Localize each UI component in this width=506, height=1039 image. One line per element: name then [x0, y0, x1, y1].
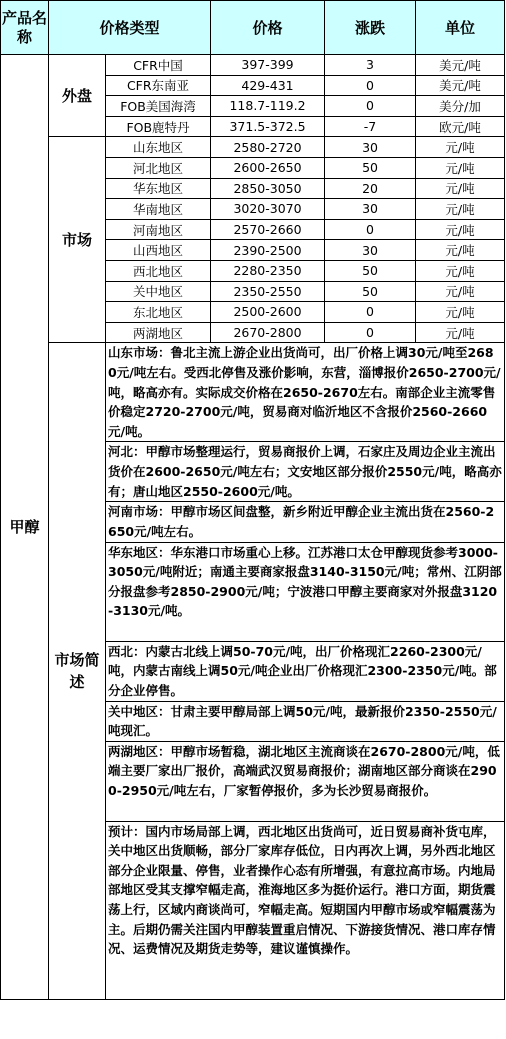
- product-name: 甲醇: [1, 55, 49, 1000]
- price-type-cell: CFR中国: [106, 55, 211, 76]
- price-cell: 118.7-119.2: [211, 96, 325, 117]
- price-type-cell: 山西地区: [106, 240, 211, 261]
- group-review: 市场简述: [49, 343, 106, 999]
- unit-cell: 元/吨: [416, 199, 505, 220]
- price-type-cell: 华南地区: [106, 199, 211, 220]
- table-row: [1, 343, 505, 442]
- price-type-cell: 河北地区: [106, 157, 211, 178]
- unit-cell: 元/吨: [416, 302, 505, 323]
- review-paragraph: 山东市场：鲁北主流上游企业出货尚可，出厂价格上调30元/吨至2680元/吨左右。受西北停售及涨价影响，东营，淄博报价2650-2700元/吨，略高亦有。实际成交价格在2650-2670左右。南部企业主流零售价稳定2720-2700元/吨，贸易商对临沂地区不含报价2560-2660元/吨。: [106, 343, 505, 442]
- unit-cell: 元/吨: [416, 178, 505, 199]
- review-paragraph: 两湖地区：甲醇市场暂稳，湖北地区主流商谈在2670-2800元/吨，低端主要厂家出厂报价，高端武汉贸易商报价；湖南地区部分商谈在2900-2950元/吨左右，厂家暂停报价，多为长沙贸易商报价。: [106, 741, 505, 821]
- price-type-cell: 西北地区: [106, 260, 211, 281]
- change-cell: 0: [325, 96, 416, 117]
- price-cell: 397-399: [211, 55, 325, 76]
- header-price: 价格: [211, 1, 325, 55]
- header-row: [1, 1, 505, 55]
- unit-cell: 美元/吨: [416, 75, 505, 96]
- price-cell: 2390-2500: [211, 240, 325, 261]
- review-paragraph: 河南市场：甲醇市场区间盘整，新乡附近甲醇企业主流出货在2560-2650元/吨左右。: [106, 502, 505, 542]
- header-product-name: 产品名称: [1, 1, 49, 55]
- unit-cell: 元/吨: [416, 219, 505, 240]
- change-cell: 50: [325, 157, 416, 178]
- change-cell: 50: [325, 260, 416, 281]
- change-cell: 20: [325, 178, 416, 199]
- group-external: 外盘: [49, 55, 106, 137]
- review-paragraph: 关中地区：甘肃主要甲醇局部上调50元/吨，最新报价2350-2550元/吨现汇。: [106, 701, 505, 741]
- review-paragraph: 河北：甲醇市场整理运行，贸易商报价上调，石家庄及周边企业主流出货价在2600-2650元/吨左右；文安地区部分报价2550元/吨，略高亦有；唐山地区2550-2600元/吨。: [106, 442, 505, 502]
- header-price-type: 价格类型: [49, 1, 211, 55]
- price-cell: 2600-2650: [211, 157, 325, 178]
- header-unit: 单位: [416, 1, 505, 55]
- price-type-cell: 山东地区: [106, 137, 211, 158]
- review-paragraph: 华东地区：华东港口市场重心上移。江苏港口太仓甲醇现货参考3000-3050元/吨附近；南通主要商家报盘3140-3150元/吨；常州、江阴部分报盘参考2850-2900元/吨；宁波港口甲醇主要商家对外报盘3120-3130元/吨。: [106, 542, 505, 641]
- group-market: 市场: [49, 137, 106, 343]
- price-type-cell: 东北地区: [106, 302, 211, 323]
- change-cell: 30: [325, 137, 416, 158]
- price-cell: 371.5-372.5: [211, 116, 325, 137]
- unit-cell: 美元/吨: [416, 55, 505, 76]
- unit-cell: 元/吨: [416, 260, 505, 281]
- unit-cell: 欧元/吨: [416, 116, 505, 137]
- change-cell: 0: [325, 219, 416, 240]
- price-type-cell: 关中地区: [106, 281, 211, 302]
- unit-cell: 元/吨: [416, 157, 505, 178]
- unit-cell: 元/吨: [416, 240, 505, 261]
- unit-cell: 美分/加: [416, 96, 505, 117]
- table-row: [1, 55, 505, 76]
- change-cell: 30: [325, 199, 416, 220]
- price-type-cell: 两湖地区: [106, 322, 211, 343]
- price-cell: 429-431: [211, 75, 325, 96]
- price-type-cell: 河南地区: [106, 219, 211, 240]
- change-cell: -7: [325, 116, 416, 137]
- review-paragraph: 西北：内蒙古北线上调50-70元/吨，出厂价格现汇2260-2300元/吨，内蒙古南线上调50元/吨企业出厂价格现汇2300-2350元/吨。部分企业停售。: [106, 641, 505, 701]
- price-type-cell: FOB美国海湾: [106, 96, 211, 117]
- review-paragraph: 预计：国内市场局部上调，西北地区出货尚可，近日贸易商补货屯库，关中地区出货顺畅，部分厂家库存低位，日内再次上调，另外西北地区部分企业限量、停售，业者操作心态有所增强，有意拉高市场。内地局部地区受其支撑窄幅走高，淮海地区多为挺价运行。港口方面，期货震荡上行，区域内商谈尚可，窄幅走高。短期国内甲醇市场或窄幅震荡为主。后期仍需关注国内甲醇装置重启情况、下游接货情况、港口库存情况、运费情况及期货走势等，建议谨慎操作。: [106, 821, 505, 999]
- price-cell: 2850-3050: [211, 178, 325, 199]
- price-type-cell: CFR东南亚: [106, 75, 211, 96]
- price-cell: 3020-3070: [211, 199, 325, 220]
- change-cell: 0: [325, 75, 416, 96]
- change-cell: 0: [325, 322, 416, 343]
- price-cell: 2280-2350: [211, 260, 325, 281]
- change-cell: 50: [325, 281, 416, 302]
- price-type-cell: 华东地区: [106, 178, 211, 199]
- unit-cell: 元/吨: [416, 281, 505, 302]
- unit-cell: 元/吨: [416, 322, 505, 343]
- price-type-cell: FOB鹿特丹: [106, 116, 211, 137]
- price-cell: 2350-2550: [211, 281, 325, 302]
- price-cell: 2670-2800: [211, 322, 325, 343]
- price-cell: 2580-2720: [211, 137, 325, 158]
- price-cell: 2500-2600: [211, 302, 325, 323]
- table-row: [1, 137, 505, 158]
- change-cell: 3: [325, 55, 416, 76]
- price-cell: 2570-2660: [211, 219, 325, 240]
- header-change: 涨跌: [325, 1, 416, 55]
- change-cell: 30: [325, 240, 416, 261]
- change-cell: 0: [325, 302, 416, 323]
- unit-cell: 元/吨: [416, 137, 505, 158]
